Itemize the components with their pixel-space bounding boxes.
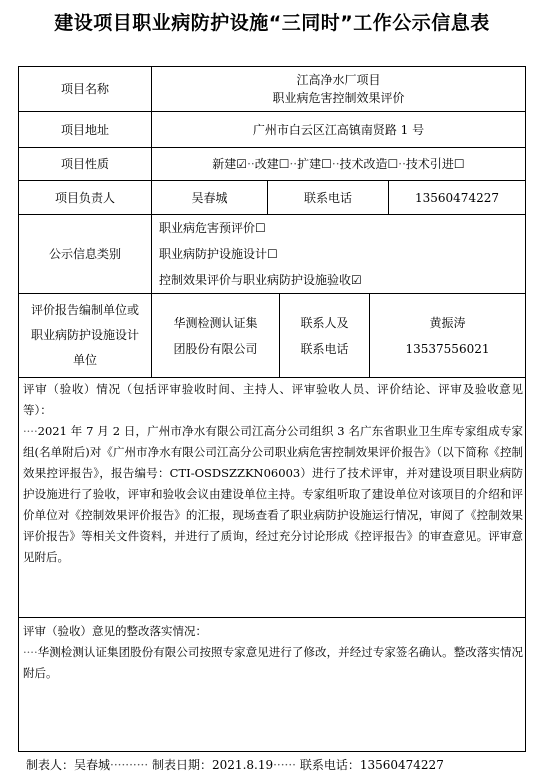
prepare-date-label: 制表日期： xyxy=(152,758,213,772)
org-contact-value xyxy=(370,294,525,377)
project-name-value xyxy=(152,67,525,111)
project-address-value: 广州市白云区江高镇南贤路 1 号 xyxy=(252,122,425,137)
project-name-line2: 职业病危害控制效果评价 xyxy=(272,91,405,105)
rectification-body: 华测检测认证集团股份有限公司按照专家意见进行了修改，并经过专家签名确认。整改落实情况附后。 xyxy=(23,645,523,680)
prepare-date: 2021.8.19 xyxy=(212,758,274,772)
row-divider xyxy=(19,617,525,618)
project-nature-options: 新建☑ ·· 改建☐ ·· 扩建☐ ·· 技术改造☐ ·· 技术引进☐ xyxy=(212,157,465,171)
info-category-options xyxy=(155,215,525,293)
nature-option-tech-import: 技术引进☐ xyxy=(405,157,465,171)
project-owner-name: 吴春城 xyxy=(191,190,228,205)
nature-option-tech-upgrade: 技术改造☐ xyxy=(339,157,399,171)
category-pre-assessment: 职业病危害预评价☐ xyxy=(159,221,266,235)
org-contact-label-line2: 联系电话 xyxy=(300,341,349,356)
rectification-body-wrap xyxy=(23,642,523,684)
review-body: 2021 年 7 月 2 日，广州市净水有限公司江高分公司组织 3 名广东省职业卫生库专家组成专家组(名单附后)对《广州市净水有限公司江高分公司职业病危害控制效果评价报告》（以下简称《控制效果控评报告》，报告编号：CTI-OSDSZZKN06003）进行了技术评审，并对建设项目职业病防护设施进行了验收，评审和验收会议由建设单位主持。专家组听取了建设单位对该项目的介绍和评价单位对《控制效果评价报告》的汇报，现场查看了职业病防护设施运行情况，审阅了《控制效果评价报告》等相关文件资料，并进行了质询，经过充分讨论形成《控评报告》的审查意见。评审意见附后。 xyxy=(23,424,523,564)
report-org-name xyxy=(152,294,279,377)
footer-phone: 13560474227 xyxy=(359,758,444,772)
info-category-label: 公示信息类别 xyxy=(48,247,121,261)
page-title: 建设项目职业病防护设施“三同时”工作公示信息表 xyxy=(54,12,490,34)
indent-dots: ···· xyxy=(23,645,38,659)
rectification-section xyxy=(23,621,523,749)
project-address-label: 项目地址 xyxy=(60,122,109,137)
info-table xyxy=(18,66,526,752)
project-name-label: 项目名称 xyxy=(60,82,109,96)
project-nature-label: 项目性质 xyxy=(60,157,109,171)
project-name-line1: 江高净水厂项目 xyxy=(296,73,381,87)
category-protection-design: 职业病防护设施设计☐ xyxy=(159,247,278,261)
nature-option-new: 新建☑ xyxy=(212,157,248,171)
preparer-label: 制表人： xyxy=(26,758,75,772)
table-footer: 制表人：吴春城·········· 制表日期：2021.8.19······ 联系电话：13560474227 xyxy=(26,758,444,772)
rectification-heading: 评审（验收）意见的整改落实情况： xyxy=(23,624,207,638)
org-contact-label xyxy=(280,294,369,377)
report-org-label-line2: 职业病防护设施设计 xyxy=(30,328,139,342)
review-section xyxy=(23,379,523,615)
footer-phone-label: 联系电话： xyxy=(299,758,360,772)
report-org-name-line1: 华测检测认证集 xyxy=(173,315,258,330)
preparer-name: 吴春城 xyxy=(74,758,111,772)
org-contact-phone: 13537556021 xyxy=(405,341,490,356)
nature-option-rebuild: 改建☐ xyxy=(254,157,290,171)
indent-dots: ···· xyxy=(23,424,38,438)
org-contact-label-line1: 联系人及 xyxy=(300,315,349,330)
org-contact-name: 黄振涛 xyxy=(429,315,466,330)
report-org-name-line2: 团股份有限公司 xyxy=(173,341,258,356)
review-heading: 评审（验收）情况（包括评审验收时间、主持人、评审验收人员、评价结论、评审及验收意见等）： xyxy=(23,382,523,417)
review-body-wrap xyxy=(23,421,523,568)
nature-option-expand: 扩建☐ xyxy=(297,157,332,171)
project-owner-label: 项目负责人 xyxy=(54,190,115,205)
owner-phone-label: 联系电话 xyxy=(303,190,352,205)
row-divider xyxy=(19,377,525,378)
owner-phone-value: 13560474227 xyxy=(415,190,499,205)
report-org-label-line3: 单位 xyxy=(72,353,97,367)
report-org-label-line1: 评价报告编制单位或 xyxy=(30,303,139,317)
category-control-acceptance: 控制效果评价与职业病防护设施验收☑ xyxy=(159,273,362,287)
report-org-label xyxy=(19,294,151,377)
